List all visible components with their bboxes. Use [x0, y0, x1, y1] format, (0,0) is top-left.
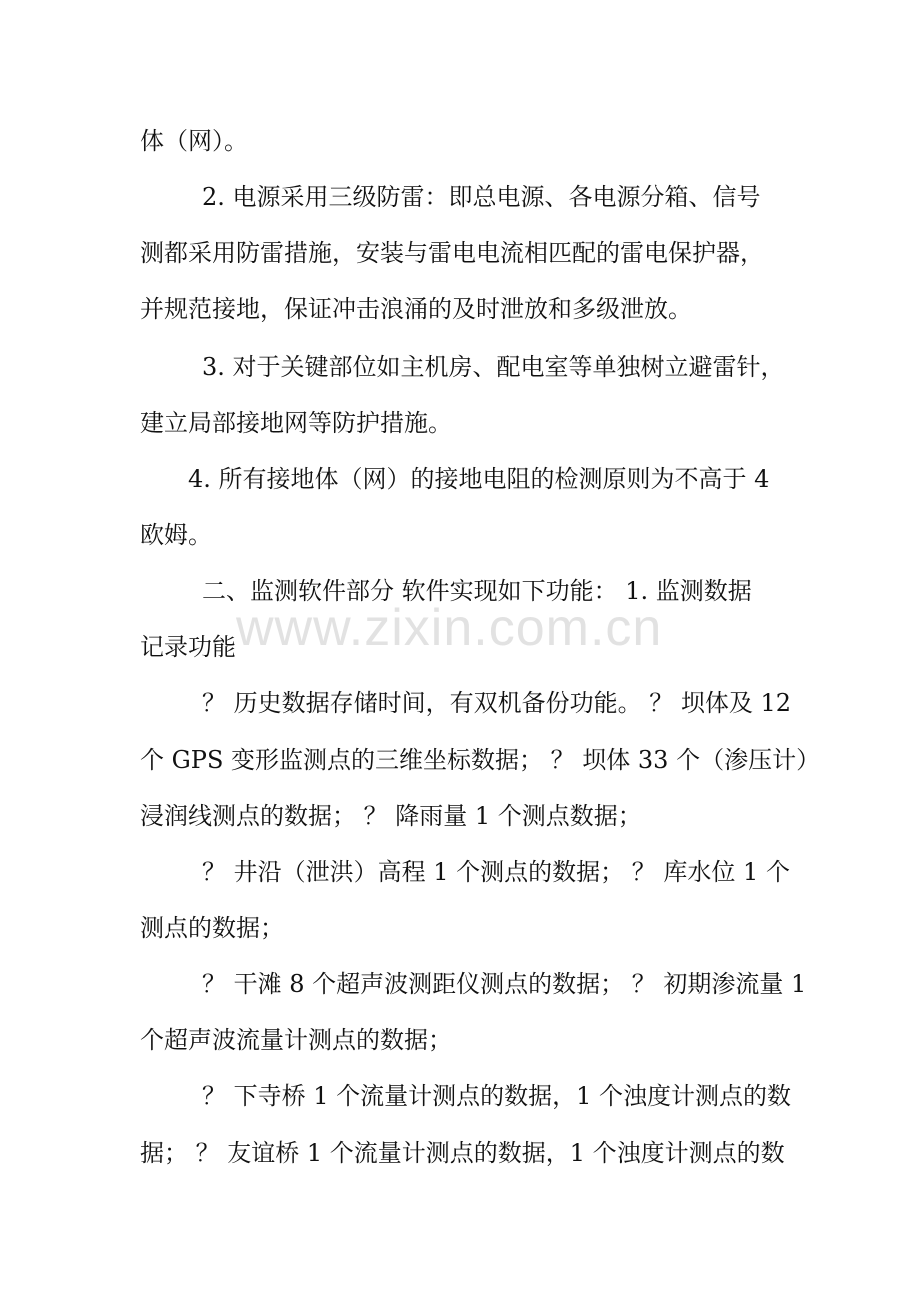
text-line: ？ 下寺桥 1 个流量计测点的数据，1 个浊度计测点的数: [202, 1082, 792, 1110]
text-line: 测都采用防雷措施，安装与雷电电流相匹配的雷电保护器，: [140, 239, 764, 267]
watermark: www.zixin.com.cn: [236, 599, 663, 657]
text-line: ？ 井沿（泄洪）高程 1 个测点的数据； ？ 库水位 1 个: [202, 858, 790, 886]
text-line: 4. 所有接地体（网）的接地电阻的检测原则为不高于 4: [188, 465, 770, 493]
text-line: 记录功能: [140, 633, 236, 661]
text-line: 浸润线测点的数据； ？ 降雨量 1 个测点数据；: [140, 802, 642, 830]
text-line: 2. 电源采用三级防雷：即总电源、各电源分箱、信号: [202, 183, 761, 211]
text-line: ？ 干滩 8 个超声波测距仪测点的数据； ？ 初期渗流量 1: [202, 970, 807, 998]
text-line: 欧姆。: [140, 521, 212, 549]
text-line: 体（网）。: [140, 127, 248, 155]
text-line: ？ 历史数据存储时间，有双机备份功能。 ？ 坝体及 12: [202, 689, 792, 717]
text-line: 二、监测软件部分 软件实现如下功能： 1. 监测数据: [202, 577, 752, 605]
text-line: 个超声波流量计测点的数据；: [140, 1026, 452, 1054]
text-line: 3. 对于关键部位如主机房、配电室等单独树立避雷针，: [202, 353, 785, 381]
text-line: 并规范接地，保证冲击浪涌的及时泄放和多级泄放。: [140, 295, 692, 323]
text-line: 建立局部接地网等防护措施。: [140, 409, 452, 437]
text-line: 测点的数据；: [140, 914, 284, 942]
text-line: 个 GPS 变形监测点的三维坐标数据； ？ 坝体 33 个（渗压计）: [140, 746, 821, 774]
text-line: 据； ？ 友谊桥 1 个流量计测点的数据，1 个浊度计测点的数: [140, 1139, 785, 1167]
